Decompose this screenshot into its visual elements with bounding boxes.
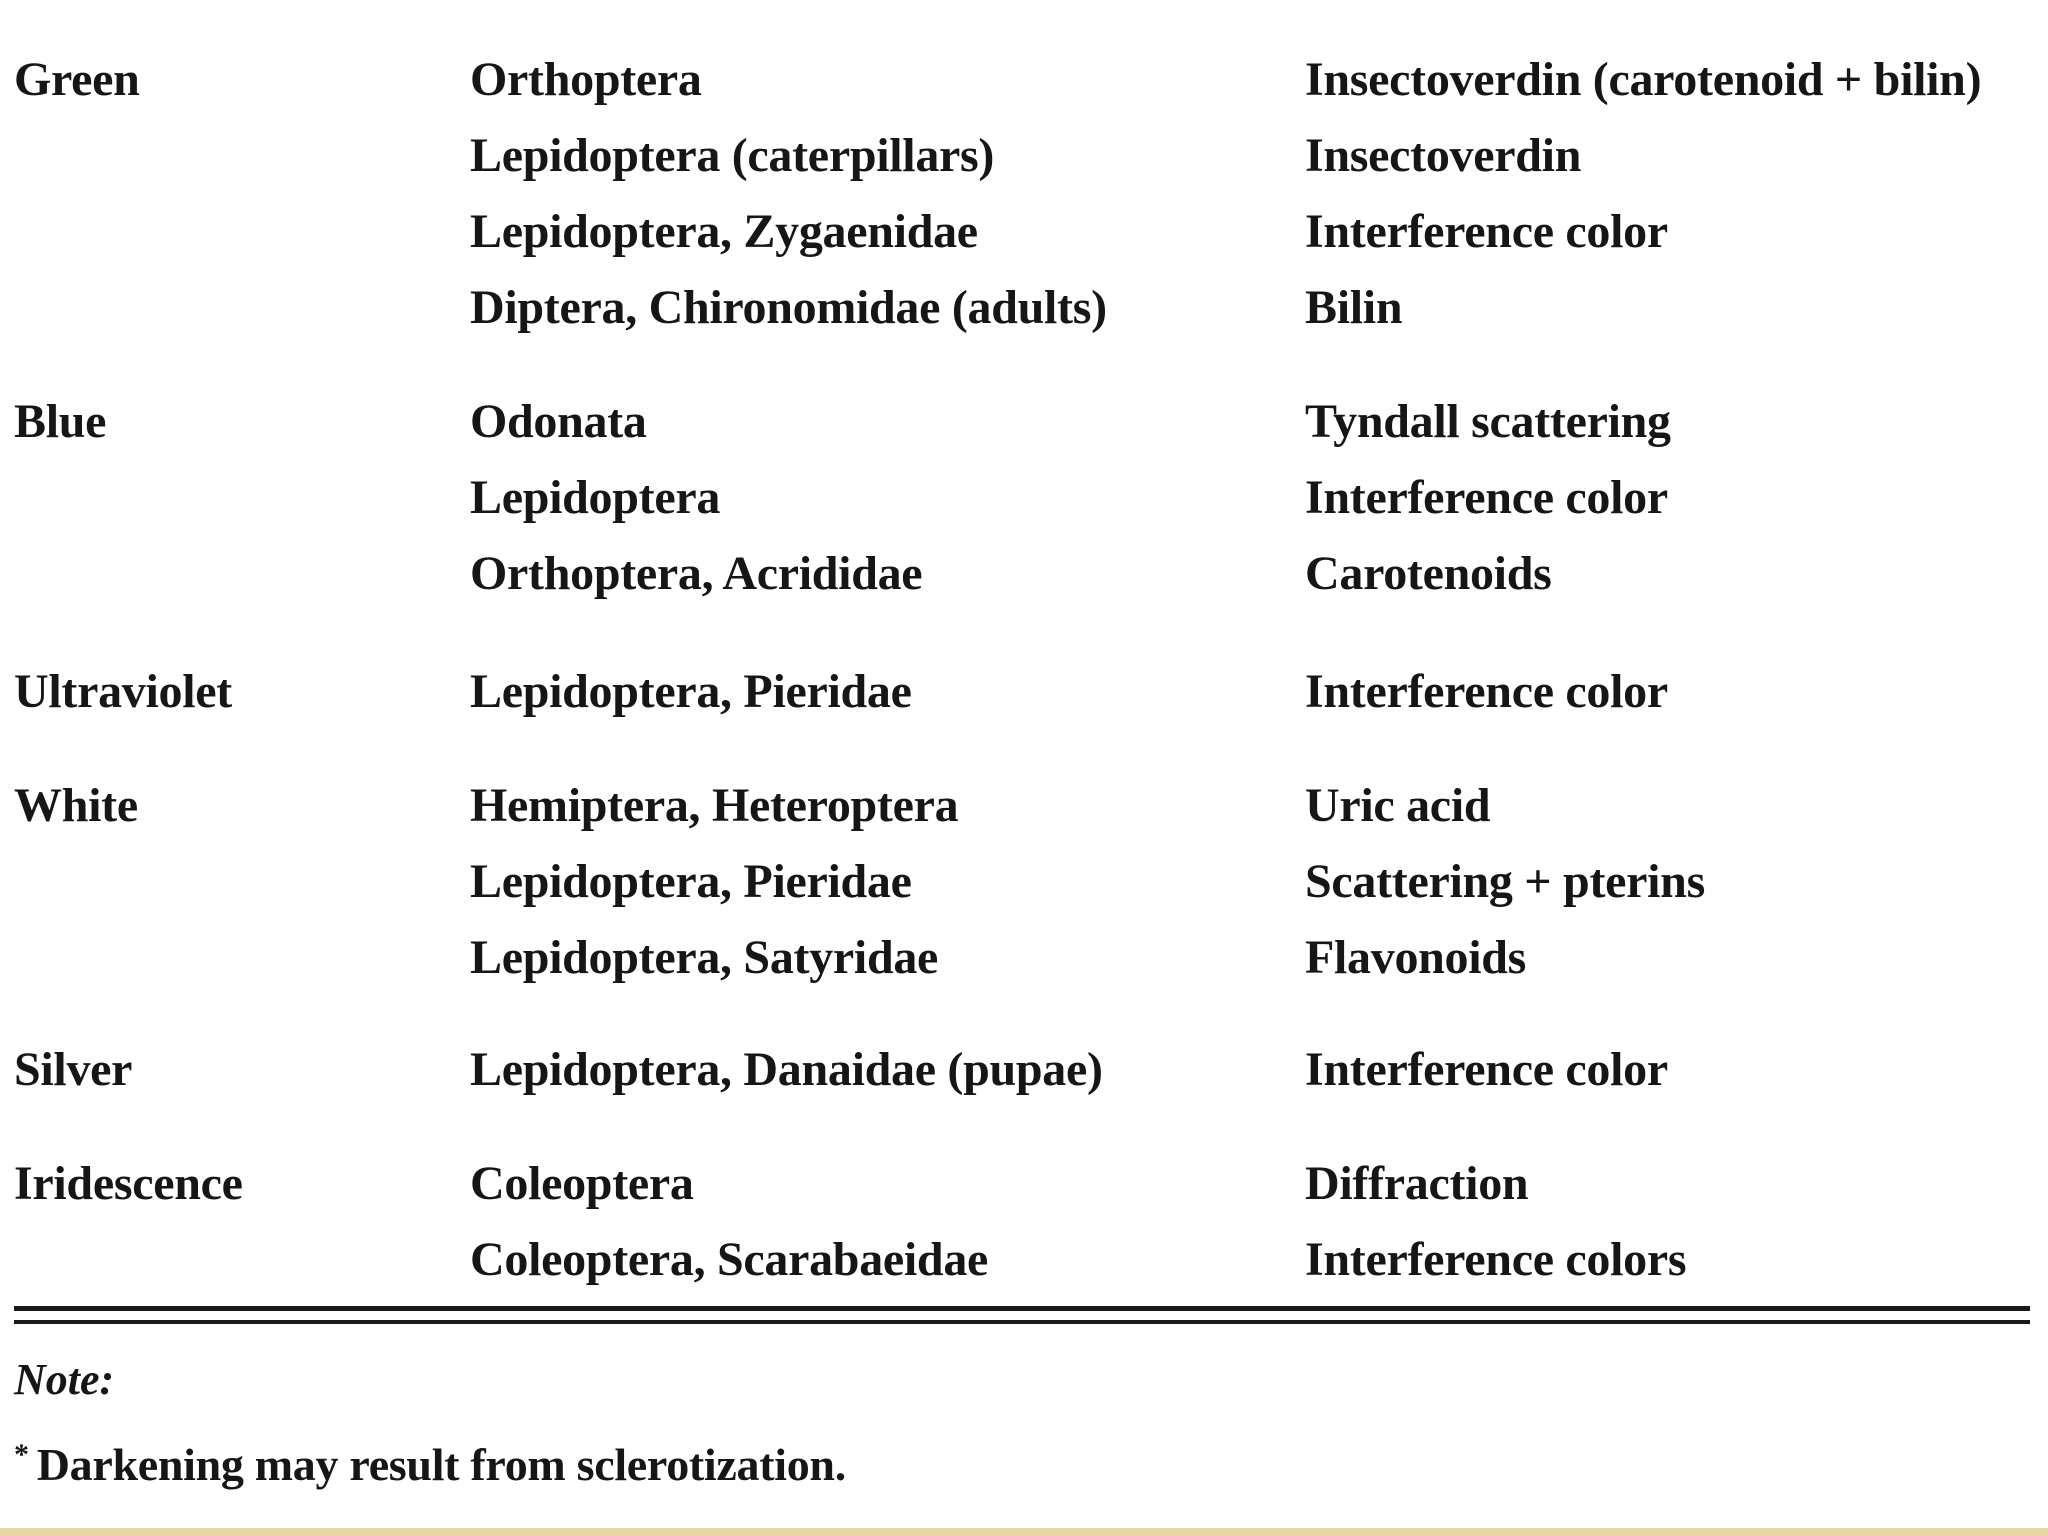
mechanism-cell: Interference color xyxy=(1305,1043,1668,1096)
note-label: Note: xyxy=(14,1355,115,1404)
table-row xyxy=(0,654,2048,730)
taxon-cell: Lepidoptera xyxy=(470,471,721,524)
mechanism-cell: Uric acid xyxy=(1305,779,1491,832)
table-row xyxy=(0,1032,2048,1108)
taxon-cell: Lepidoptera, Pieridae xyxy=(470,855,912,908)
table-row xyxy=(0,460,2048,536)
taxon-cell: Diptera, Chironomidae (adults) xyxy=(470,281,1107,334)
color-cell: White xyxy=(14,779,138,832)
taxon-cell: Lepidoptera (caterpillars) xyxy=(470,129,995,182)
mechanism-cell: Interference color xyxy=(1305,471,1668,524)
table-row xyxy=(0,1222,2048,1298)
taxon-cell: Orthoptera xyxy=(470,53,702,106)
footnote-text: Darkening may result from sclerotization. xyxy=(36,1439,846,1490)
color-cell: Silver xyxy=(14,1043,133,1096)
table-bottom-rule xyxy=(14,1306,2030,1311)
table-row xyxy=(0,768,2048,844)
color-cell: Iridescence xyxy=(14,1157,243,1210)
table-row xyxy=(0,118,2048,194)
color-cell: Blue xyxy=(14,395,107,448)
table-bottom-rule-second xyxy=(14,1320,2030,1324)
table-row xyxy=(0,270,2048,346)
page-edge-strip xyxy=(0,1528,2048,1536)
color-cell: Green xyxy=(14,53,140,106)
footnote xyxy=(14,1425,846,1495)
taxon-cell: Hemiptera, Heteroptera xyxy=(470,779,959,832)
mechanism-cell: Interference color xyxy=(1305,205,1668,258)
mechanism-cell: Tyndall scattering xyxy=(1305,395,1671,448)
taxon-cell: Lepidoptera, Zygaenidae xyxy=(470,205,978,258)
mechanism-cell: Interference color xyxy=(1305,665,1668,718)
taxon-cell: Coleoptera, Scarabaeidae xyxy=(470,1233,989,1286)
table-row xyxy=(0,920,2048,996)
mechanism-cell: Diffraction xyxy=(1305,1157,1529,1210)
mechanism-cell: Scattering + pterins xyxy=(1305,855,1705,908)
table-row xyxy=(0,844,2048,920)
table-row xyxy=(0,536,2048,612)
footnote-marker: * xyxy=(14,1438,29,1471)
taxon-cell: Lepidoptera, Danaidae (pupae) xyxy=(470,1043,1103,1096)
mechanism-cell: Interference colors xyxy=(1305,1233,1687,1286)
taxon-cell: Lepidoptera, Pieridae xyxy=(470,665,912,718)
mechanism-cell: Carotenoids xyxy=(1305,547,1552,600)
mechanism-cell: Insectoverdin xyxy=(1305,129,1582,182)
taxon-cell: Lepidoptera, Satyridae xyxy=(470,931,939,984)
taxon-cell: Odonata xyxy=(470,395,647,448)
table-row xyxy=(0,384,2048,460)
table-row xyxy=(0,194,2048,270)
mechanism-cell: Bilin xyxy=(1305,281,1403,334)
taxon-cell: Orthoptera, Acrididae xyxy=(470,547,923,600)
table-row xyxy=(0,42,2048,118)
table-row xyxy=(0,1146,2048,1222)
taxon-cell: Coleoptera xyxy=(470,1157,694,1210)
mechanism-cell: Insectoverdin (carotenoid + bilin) xyxy=(1305,53,1982,106)
color-cell: Ultraviolet xyxy=(14,665,232,718)
mechanism-cell: Flavonoids xyxy=(1305,931,1527,984)
